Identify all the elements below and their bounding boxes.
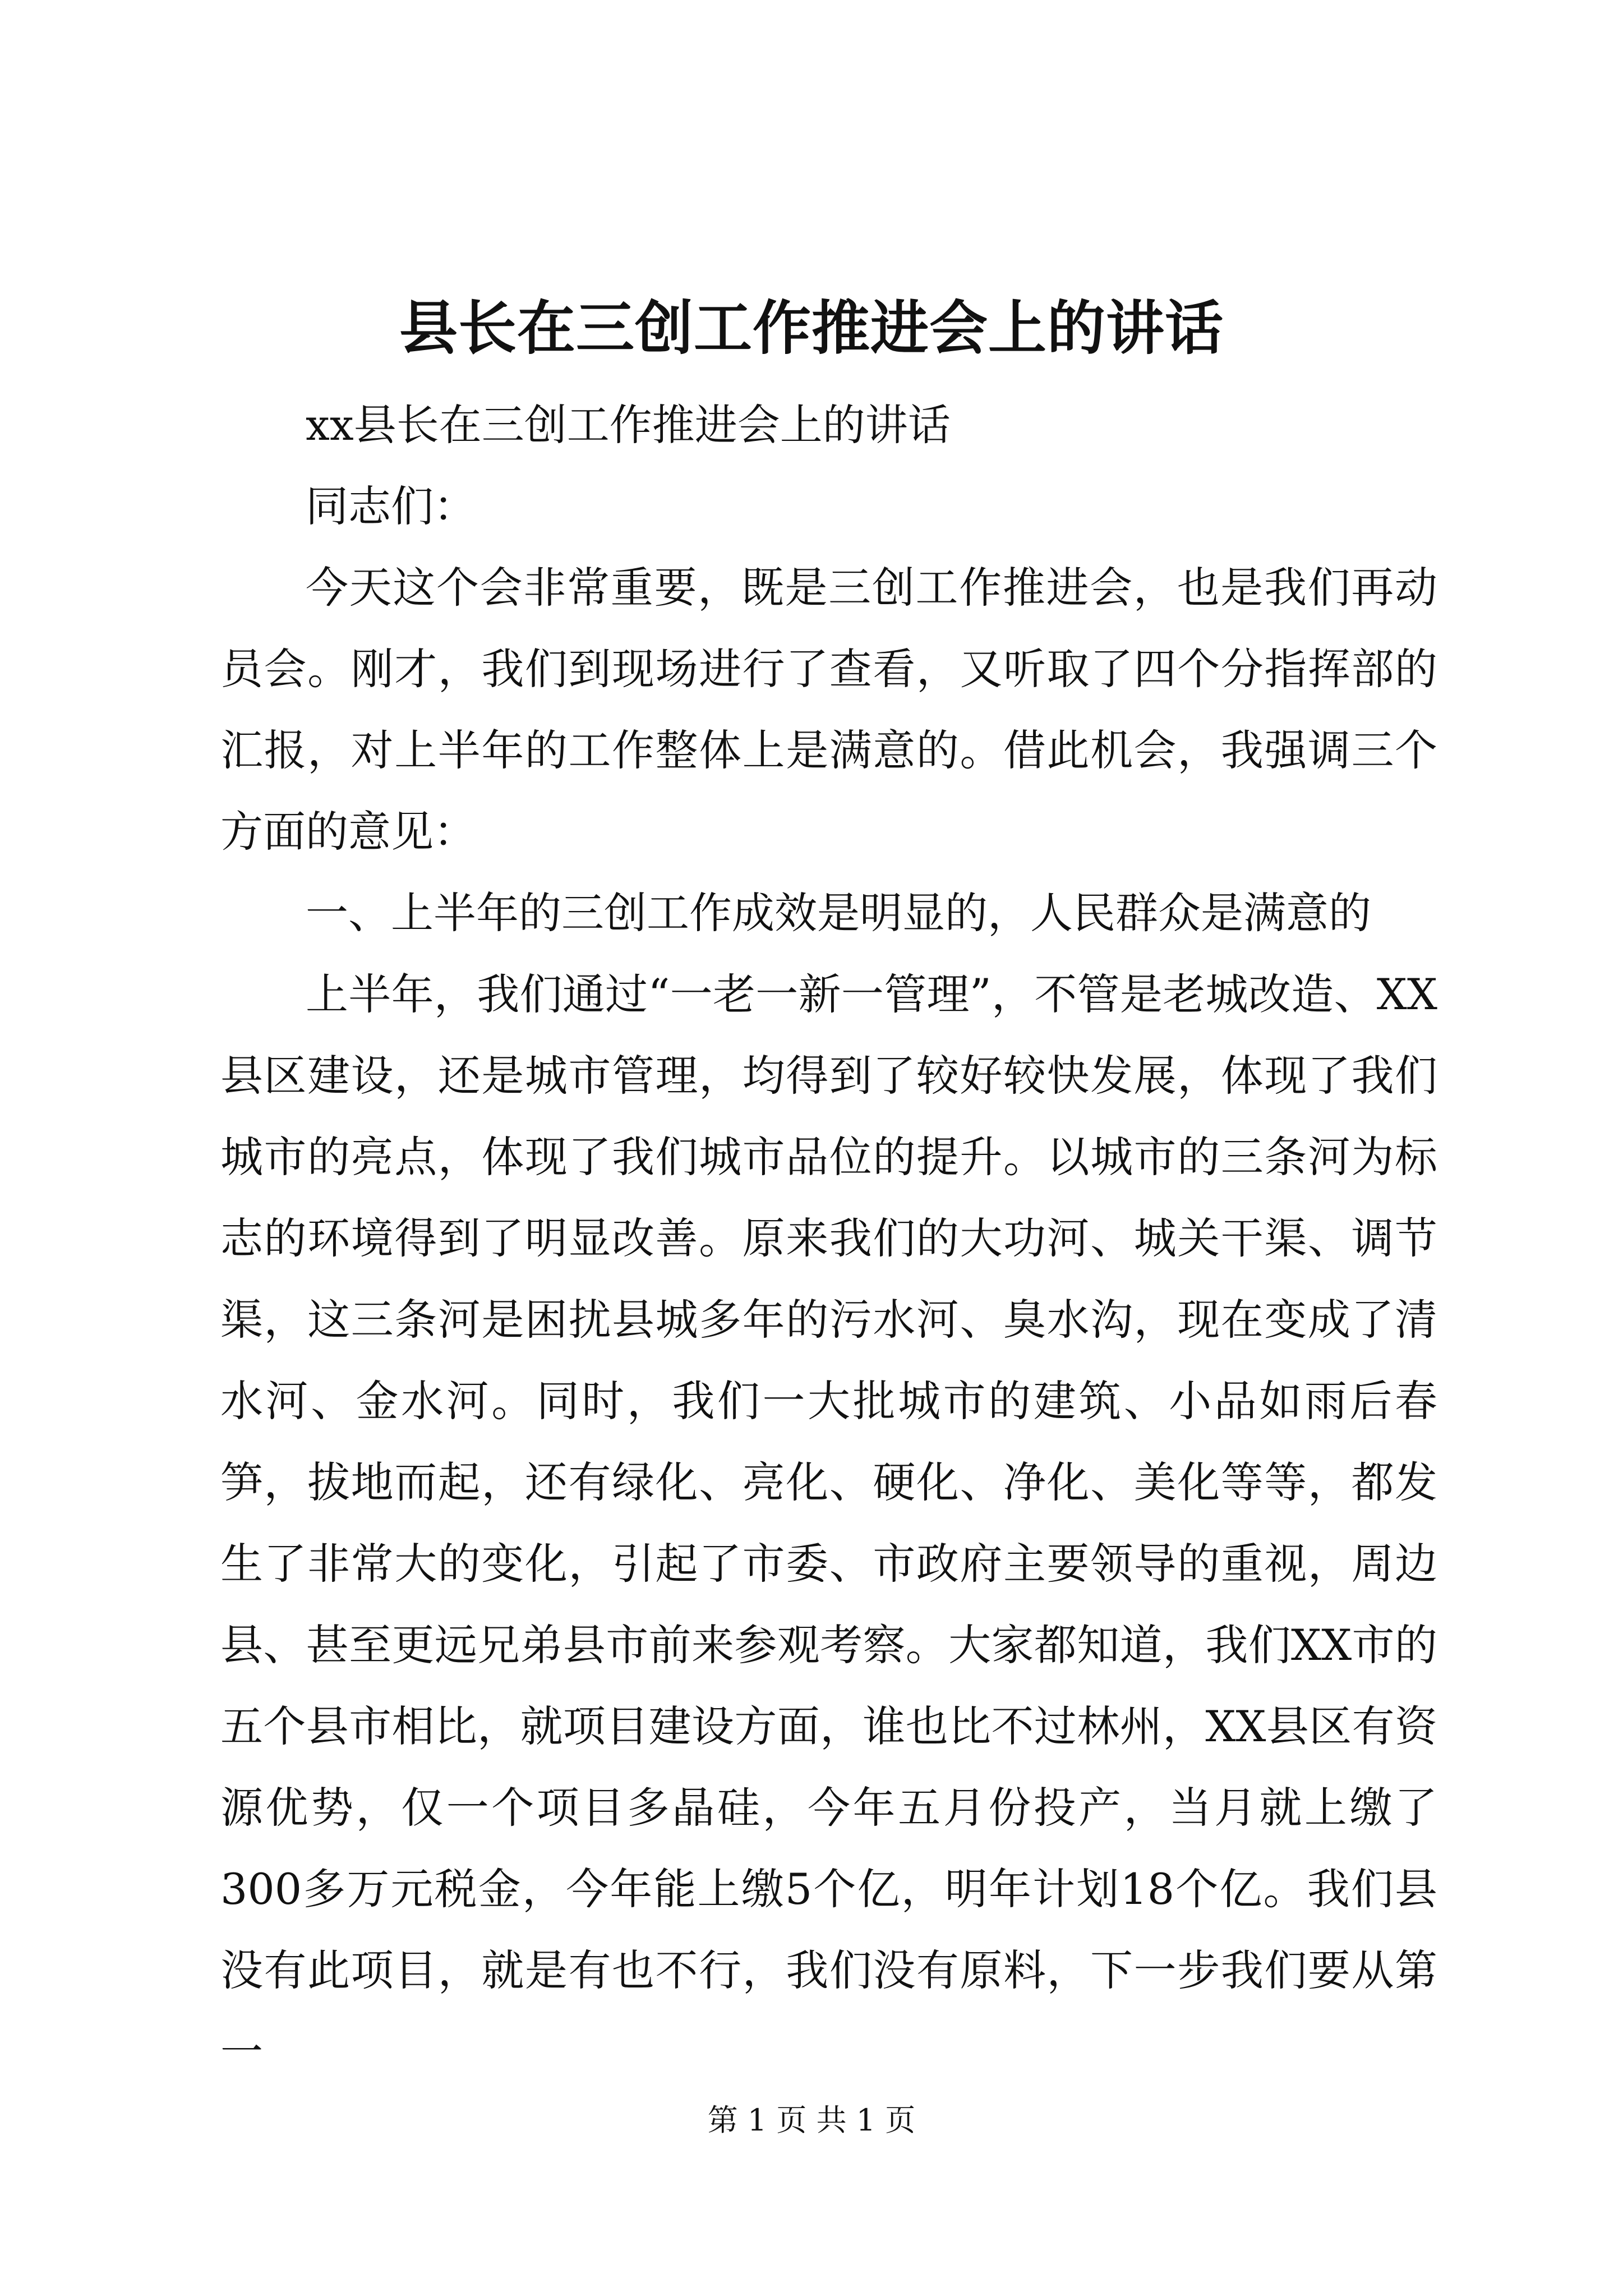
document-body xyxy=(220,384,1437,2092)
section-heading-1: 一、上半年的三创工作成效是明显的，人民群众是满意的 xyxy=(306,888,1371,938)
body-paragraph: 上半年，我们通过“一老一新一管理”，不管是老城改造、XX县区建设，还是城市管理，均得到了较好较快发展，体现了我们城市的亮点，体现了我们城市品位的提升。以城市的三条河为标志的环境得到了明显改善。原来我们的大功河、城关干渠、调节渠，这三条河是困扰县城多年的污水河、臭水沟，现在变成了清水河、金水河。同时，我们一大批城市的建筑、小品如雨后春笋，拔地而起，还有绿化、亮化、硬化、净化、美化等等，都发生了非常大的变化，引起了市委、市政府主要领导的重视，周边县、甚至更远兄弟县市前来参观考察。大家都知道，我们XX市的五个县市相比，就项目建设方面，谁也比不过林州，XX县区有资源优势，仅一个项目多晶硅，今年五月份投产，当月就上缴了300多万元税金，今年能上缴5个亿，明年计划18个亿。我们县没有此项目，就是有也不行，我们没有原料，下一步我们要从第一 xyxy=(220,969,1437,2077)
subtitle-paragraph: xx县长在三创工作推进会上的讲话 xyxy=(306,400,951,450)
page-number-footer: 第 1 页 共 1 页 xyxy=(707,2102,916,2138)
document-title: 县长在三创工作推进会上的讲话 xyxy=(399,293,1224,362)
intro-paragraph: 今天这个会非常重要，既是三创工作推进会，也是我们再动员会。刚才，我们到现场进行了查看，又听取了四个分指挥部的汇报，对上半年的工作整体上是满意的。借此机会，我强调三个方面的意见： xyxy=(220,563,1437,857)
salutation-paragraph: 同志们： xyxy=(306,481,476,531)
